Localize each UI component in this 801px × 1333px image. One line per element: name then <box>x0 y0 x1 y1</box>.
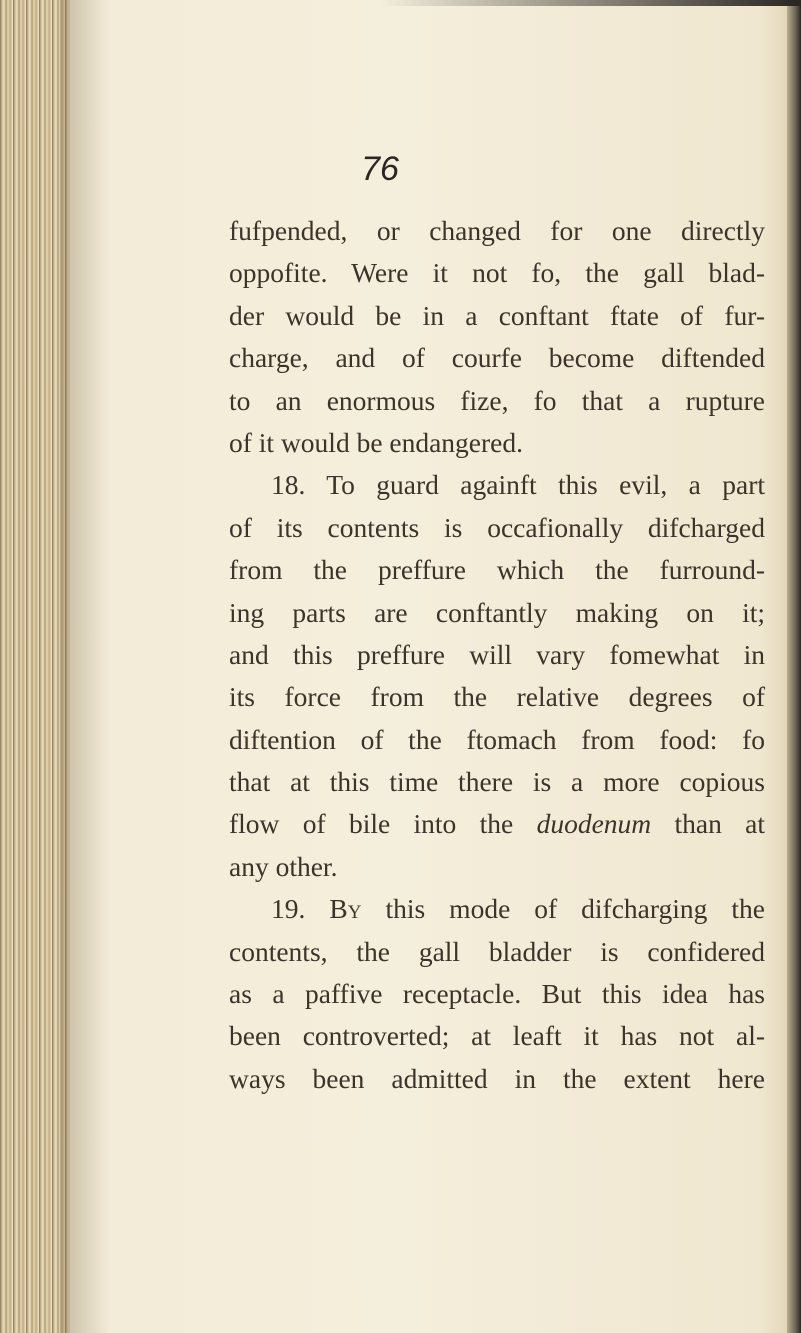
page-right-edge <box>787 0 801 1333</box>
text-line: fufpended, or changed for one directly <box>229 215 765 246</box>
text-line: and this preffure will vary fomewhat in <box>229 638 765 670</box>
text-line: of its contents is occafionally difcharged <box>229 511 765 543</box>
text-line: as a paffive receptacle. But this idea has <box>229 978 765 1010</box>
text-line: ways been admitted in the extent here <box>229 1062 765 1094</box>
text-line: ing parts are conftantly making on it; <box>229 596 765 628</box>
text-line: to an enormous fize, fo that a rupture <box>229 384 765 416</box>
italic-term-duodenum: duodenum <box>536 808 652 840</box>
text-line-mixed <box>229 803 765 845</box>
text-line: oppofite. Were it not fo, the gall blad- <box>229 257 765 289</box>
text-segment: than at <box>674 808 765 840</box>
paragraph-19-start <box>229 888 765 930</box>
paragraph-number: 19. <box>271 893 306 925</box>
text-line: been controverted; at leaft it has not al- <box>229 1020 765 1052</box>
body-text <box>229 210 765 1100</box>
small-caps-word: By <box>329 893 362 925</box>
text-line: its force from the relative degrees of <box>229 681 765 713</box>
text-line: that at this time there is a more copious <box>229 766 765 798</box>
text-line: der would be in a conftant ftate of fur- <box>229 299 765 331</box>
text-segment: flow of bile into the <box>229 808 514 840</box>
text-line: diftention of the ftomach from food: fo <box>229 723 765 755</box>
gutter-shadow <box>60 0 110 1333</box>
paragraph-18-start: 18. To guard againft this evil, a part <box>271 469 765 501</box>
text-segment: this mode of difcharging the <box>385 893 766 925</box>
page-number: 76 <box>361 150 399 188</box>
page-top-edge <box>380 0 801 6</box>
text-line: charge, and of courfe become diftended <box>229 342 765 374</box>
text-line: any other. <box>229 850 338 882</box>
text-line: of it would be endangered. <box>229 426 524 458</box>
text-line: contents, the gall bladder is confidered <box>229 935 765 967</box>
text-line: from the preffure which the furround- <box>229 554 765 586</box>
